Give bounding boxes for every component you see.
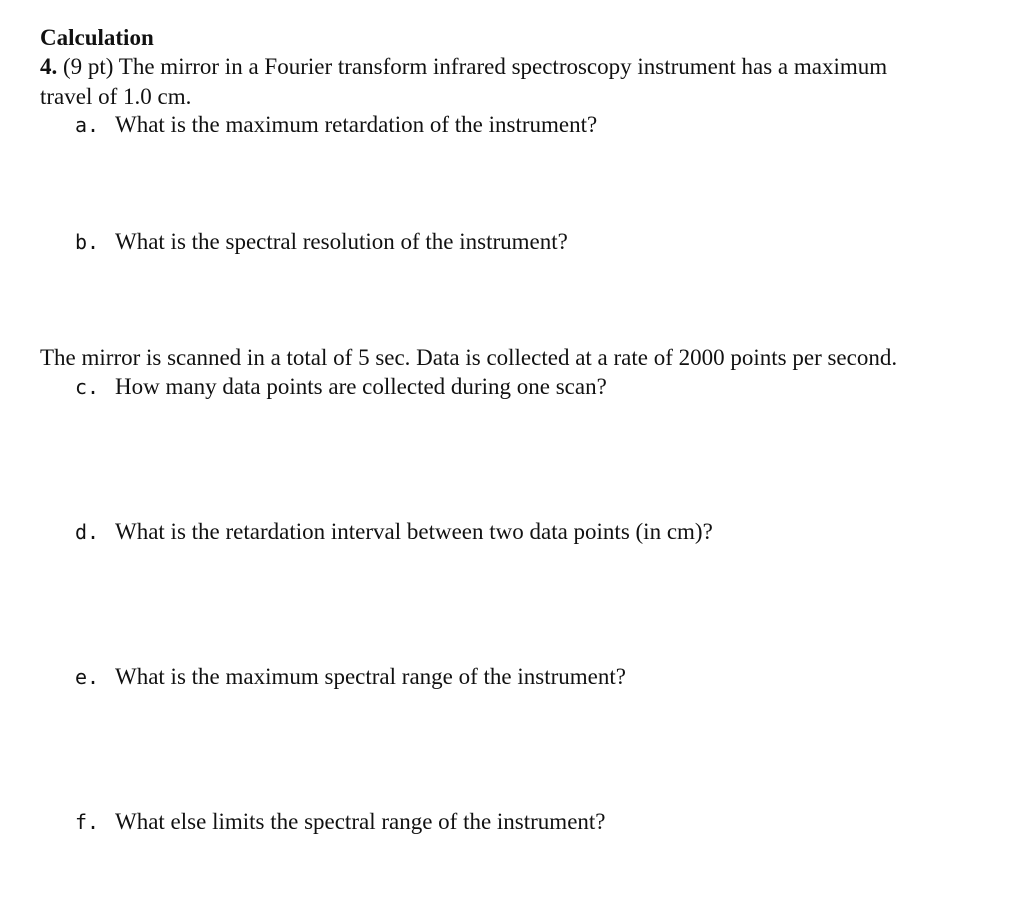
question-text: How many data points are collected during one scan? [115,374,607,399]
question-text: What is the retardation interval between two data points (in cm)? [115,519,713,544]
question-a [75,111,597,139]
question-letter: e. [75,665,100,689]
question-letter: f. [75,810,100,834]
question-letter: a. [75,113,100,137]
problem-intro-line2: travel of 1.0 cm. [40,84,192,109]
question-d [75,518,713,546]
problem-intro-line1 [40,53,887,81]
question-f [75,808,606,836]
question-text: What is the maximum spectral range of the instrument? [115,664,626,689]
context-line: The mirror is scanned in a total of 5 sec. Data is collected at a rate of 2000 points per second. [40,345,898,370]
question-c [75,373,607,401]
question-text: What is the spectral resolution of the instrument? [115,229,568,254]
question-e [75,663,626,691]
question-text: What else limits the spectral range of the instrument? [115,809,606,834]
problem-intro-text: (9 pt) The mirror in a Fourier transform infrared spectroscopy instrument has a maximum [63,54,888,79]
question-b [75,228,568,256]
section-heading: Calculation [40,25,154,50]
question-text: What is the maximum retardation of the instrument? [115,112,598,137]
question-letter: d. [75,520,100,544]
problem-number: 4. [40,54,58,79]
question-letter: b. [75,230,100,254]
question-letter: c. [75,375,100,399]
